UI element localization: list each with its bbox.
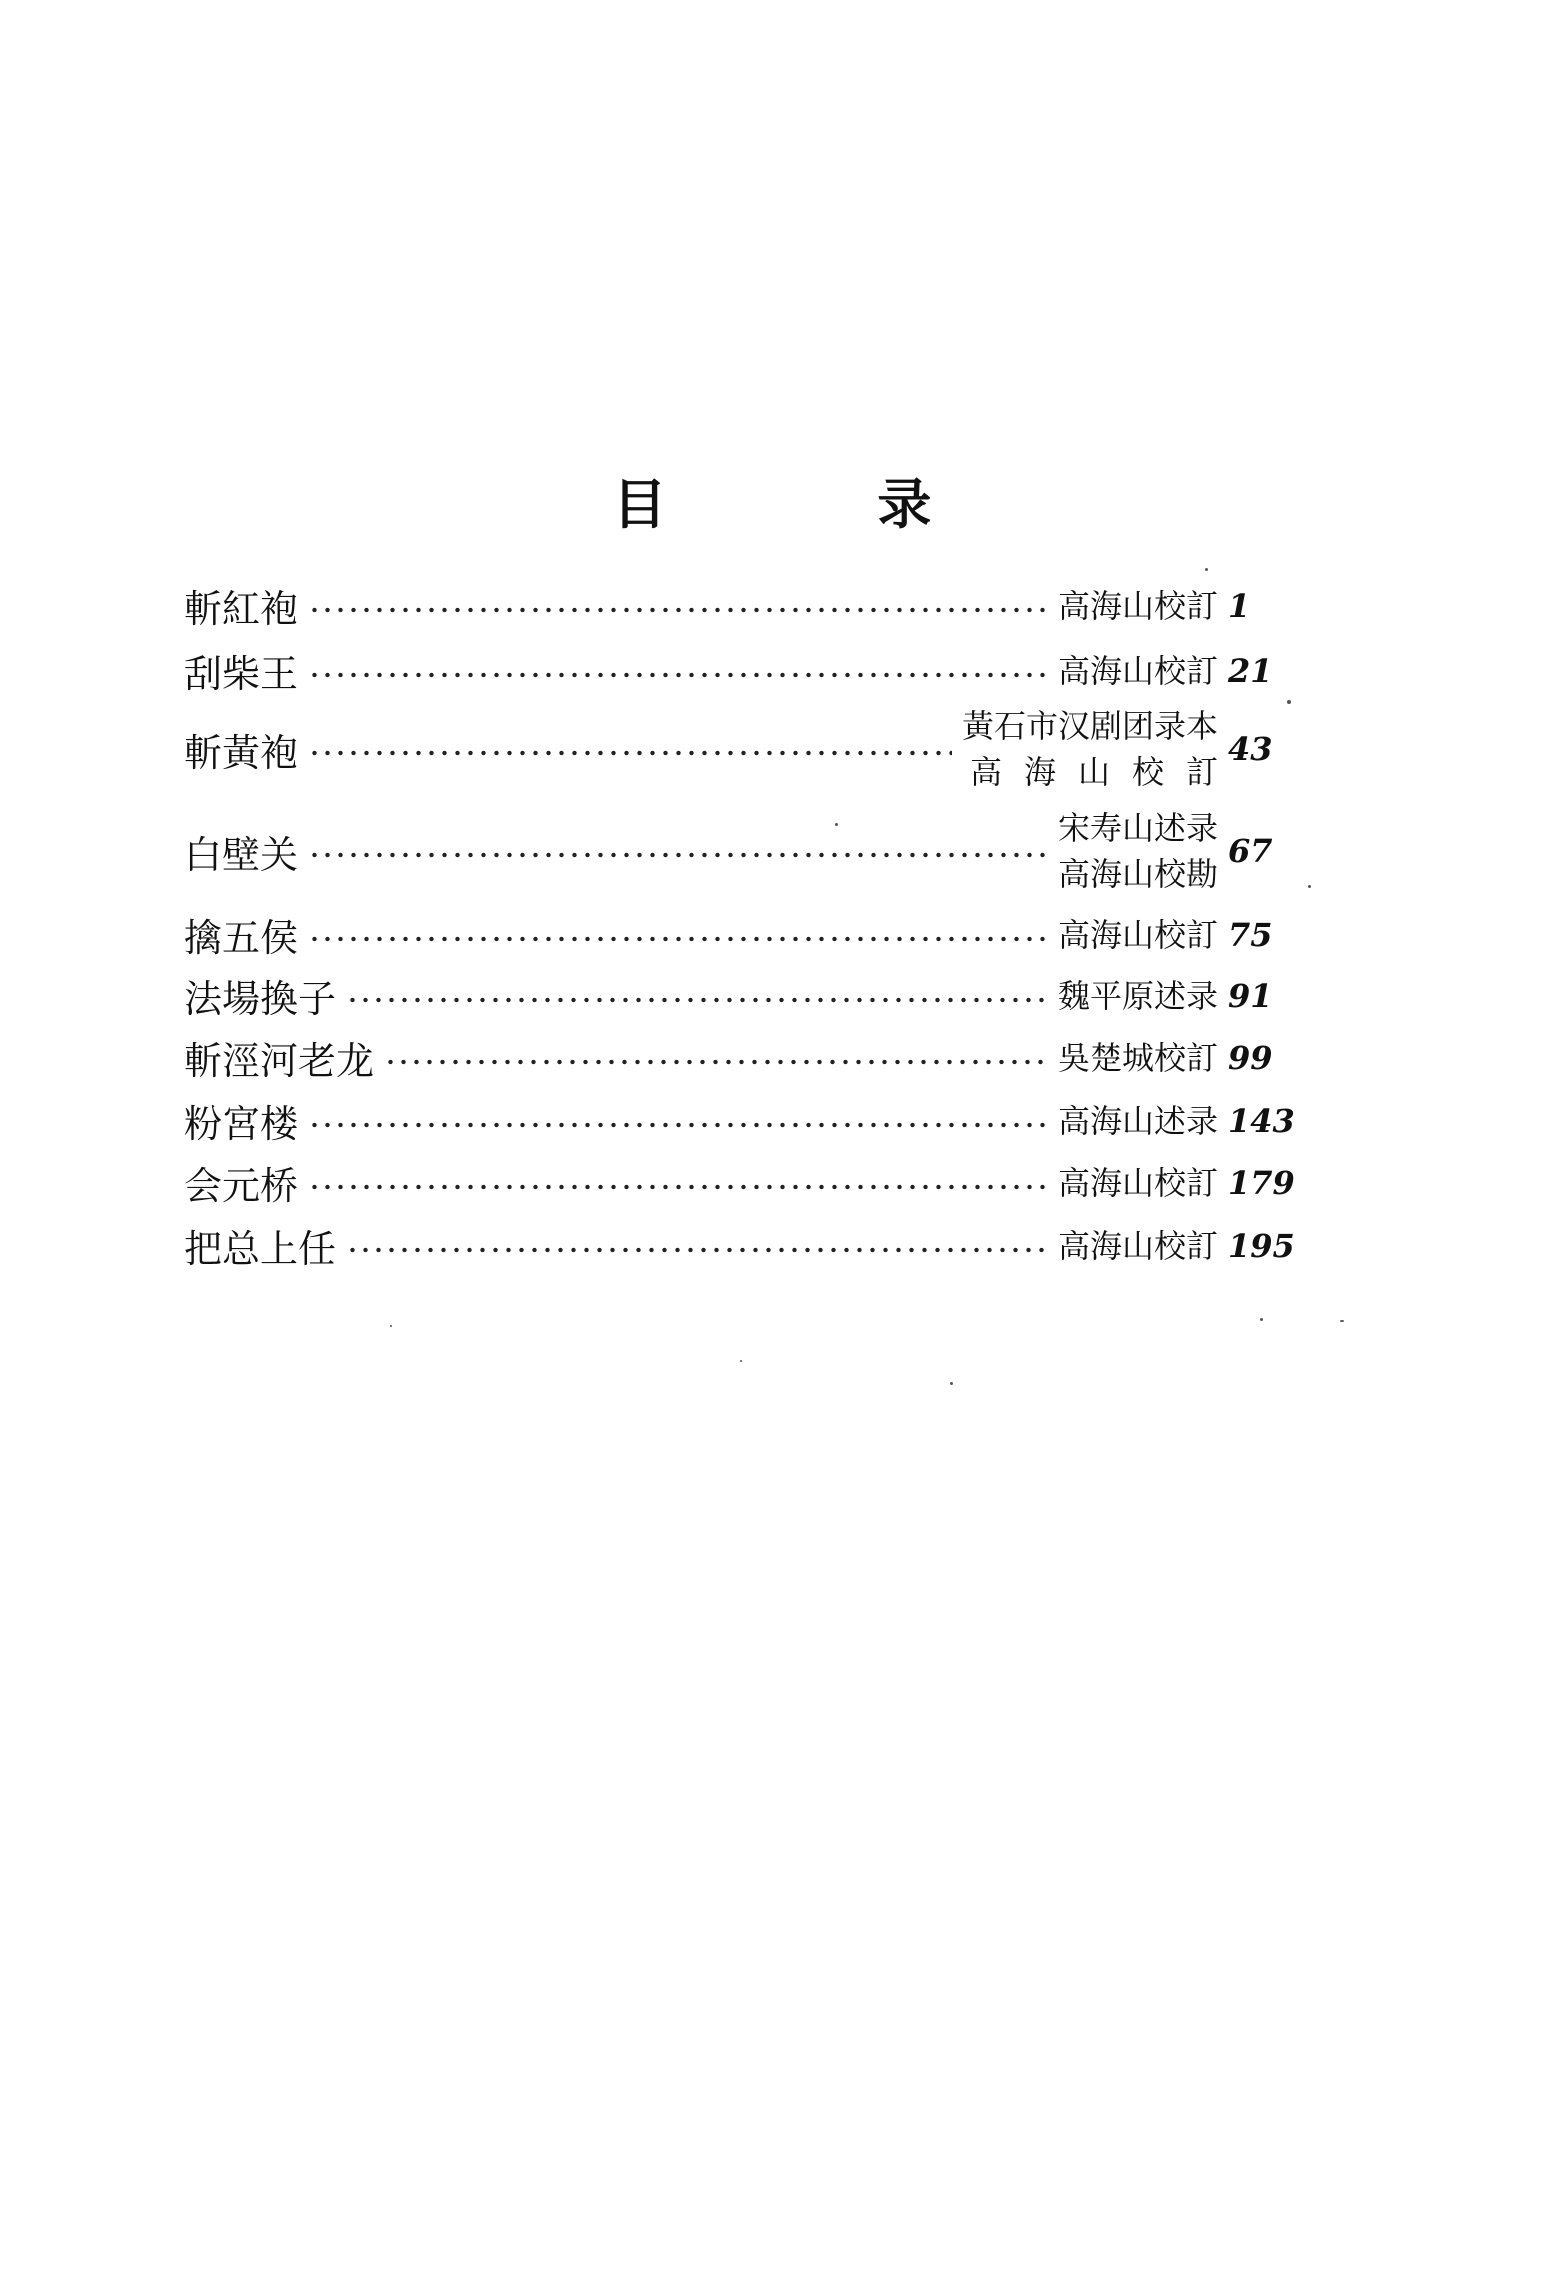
entry-credit [1058, 973, 1218, 1019]
scan-speck [1205, 568, 1208, 571]
page-number: 43 [1228, 730, 1273, 768]
entry-title: 白壁关 [184, 832, 299, 877]
page-number: 195 [1228, 1226, 1295, 1265]
dot-leader [308, 606, 1048, 614]
toc-entry [184, 703, 1314, 795]
toc-entry [184, 1218, 1314, 1273]
credit-line: 宋寿山述录 [1057, 809, 1218, 847]
entry-title: 斬涇河老龙 [184, 1039, 375, 1083]
credit-line: 高海山校訂 [1057, 586, 1218, 625]
toc-entry [184, 578, 1314, 633]
entry-credit [961, 703, 1240, 795]
page-number: 99 [1228, 1038, 1273, 1077]
entry-credit [1058, 1223, 1218, 1269]
scan-speck [1260, 1318, 1263, 1321]
page-number: 91 [1228, 976, 1273, 1015]
dot-leader [308, 851, 1048, 859]
credit-line: 吳楚城校訂 [1057, 1038, 1218, 1077]
credit-line: 高海山校訂 [1057, 1226, 1218, 1265]
page-number: 67 [1228, 832, 1273, 870]
entry-credit [1058, 1160, 1218, 1206]
credit-line: 黃石市汉剧团录本 [961, 707, 1218, 745]
toc-entry [184, 1030, 1314, 1085]
entry-title: 把总上任 [184, 1227, 337, 1271]
entry-credit [1058, 648, 1218, 694]
dot-leader [308, 935, 1048, 943]
credit-line: 高海山述录 [1057, 1101, 1218, 1140]
dot-leader [308, 671, 1048, 679]
page-number: 143 [1228, 1101, 1295, 1140]
dot-leader [346, 1246, 1048, 1254]
entry-title: 会元桥 [184, 1164, 299, 1208]
toc-entry [184, 643, 1314, 698]
entry-credit [1058, 805, 1218, 897]
credit-line: 高海山校訂 [1057, 651, 1218, 690]
credit-line: 魏平原述录 [1057, 976, 1218, 1015]
entry-credit [1058, 912, 1218, 958]
entry-credit [1058, 1035, 1218, 1081]
scan-speck [1287, 700, 1291, 704]
dot-leader [308, 1183, 1048, 1191]
toc-entry [184, 968, 1314, 1023]
entry-credit [1058, 1098, 1218, 1144]
page-number: 21 [1228, 651, 1273, 690]
page-number: 179 [1228, 1163, 1295, 1202]
credit-line: 高海山校勘 [1057, 855, 1218, 893]
credit-line: 高海山校訂 [969, 753, 1240, 791]
entry-credit [1058, 583, 1218, 629]
scan-speck [740, 1360, 742, 1362]
entry-title: 法場換子 [184, 977, 337, 1021]
entry-title: 斬紅袍 [184, 587, 299, 631]
scan-speck [950, 1382, 953, 1385]
toc-entry [184, 805, 1314, 897]
scan-speck [390, 1325, 392, 1327]
toc-entry [184, 1093, 1314, 1148]
credit-line: 高海山校訂 [1057, 1163, 1218, 1202]
entry-title: 刮柴王 [184, 652, 299, 696]
toc-title: 目 录 [612, 472, 1028, 536]
credit-line: 高海山校訂 [1057, 915, 1218, 954]
dot-leader [384, 1058, 1048, 1066]
entry-title: 斬黃袍 [184, 730, 299, 775]
entry-title: 粉宮楼 [184, 1102, 299, 1146]
entry-title: 擒五侯 [184, 916, 299, 960]
scan-speck [1308, 885, 1311, 888]
scan-speck [835, 823, 838, 826]
dot-leader [308, 749, 952, 757]
page-number: 75 [1228, 915, 1273, 954]
dot-leader [308, 1121, 1048, 1129]
dot-leader [346, 996, 1048, 1004]
toc-entry [184, 1155, 1314, 1210]
page-number: 1 [1228, 586, 1251, 625]
toc-entry [184, 907, 1314, 962]
scan-speck [1340, 1320, 1344, 1322]
